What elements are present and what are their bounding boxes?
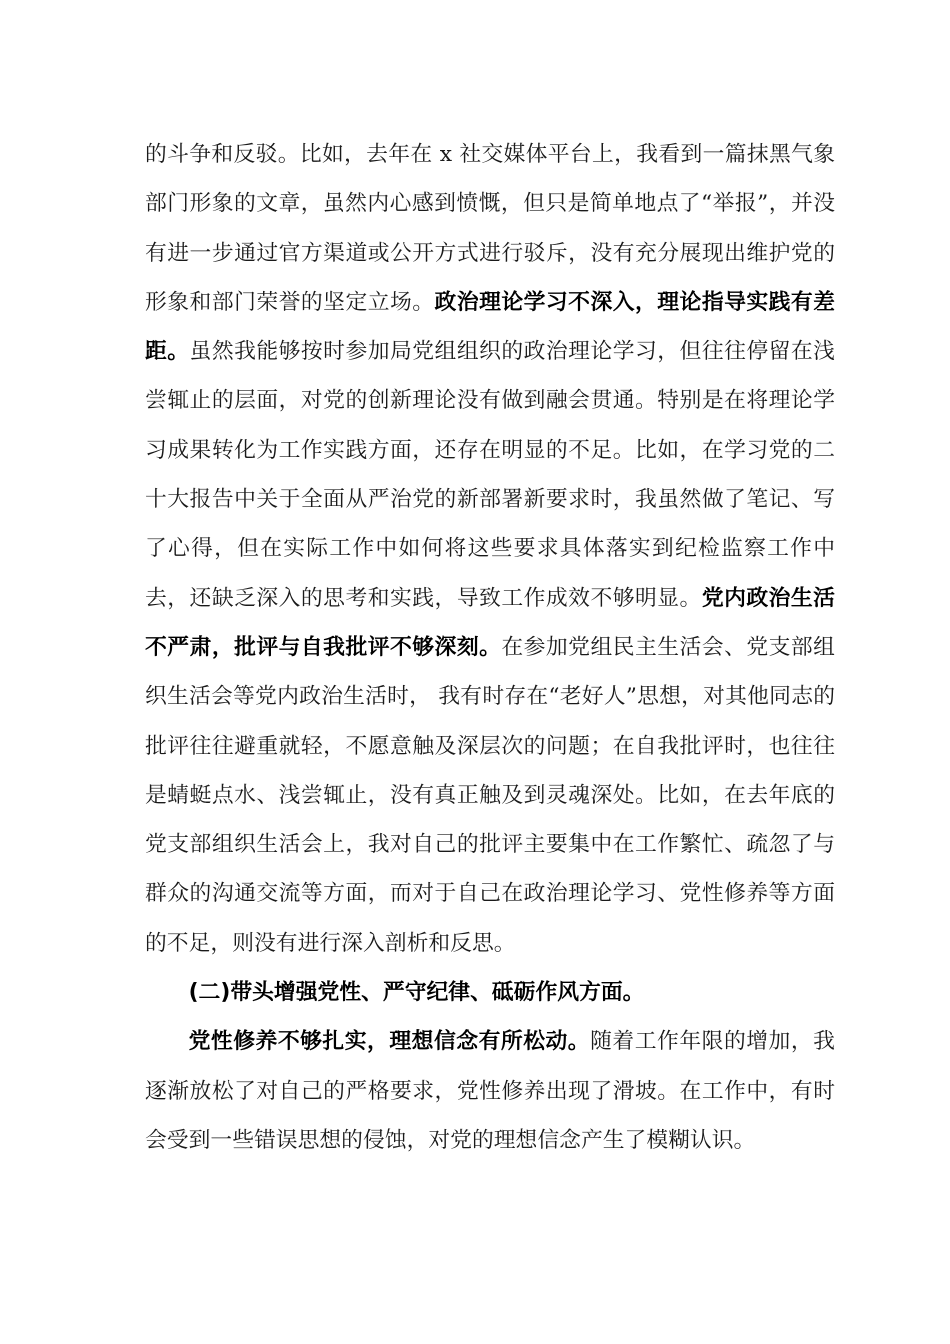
paragraph-party-spirit bbox=[145, 1017, 835, 1165]
document-body bbox=[145, 130, 835, 1165]
bold-heading-party-spirit: 党性修养不够扎实，理想信念有所松动。 bbox=[188, 1029, 591, 1055]
paragraph-text: 虽然我能够按时参加局党组组织的政治理论学习，但往往停留在浅尝辄止的层面，对党的创新理论没有做到融会贯通。特别是在将理论学习成果转化为工作实践方面，还存在明显的不足。比如，在学习党的二十大报告中关于全面从严治党的新部署新要求时，我虽然做了笔记、写了心得，但在实际工作中如何将这些要求具体落实到纪检监察工作中去，还缺乏深入的思考和实践，导致工作成效不够明显。 bbox=[145, 339, 835, 611]
section-heading-2: (二)带头增强党性、严守纪律、砥砺作风方面。 bbox=[188, 980, 645, 1006]
bold-heading-theory-study: 政治理论学习不深入，理论指导实践有差距。 bbox=[145, 289, 835, 365]
paragraph-text: 在参加党组民主生活会、党支部组织生活会等党内政治生活时， 我有时存在“老好人”思想，对其他同志的批评往往避重就轻，不愿意触及深层次的问题；在自我批评时，也往往是蜻蜓点水、浅尝辄止，没有真正触及到灵魂深处。比如，在去年底的党支部组织生活会上，我对自己的批评主要集中在工作繁忙、疏忽了与群众的沟通交流等方面，而对于自己在政治理论学习、党性修养等方面的不足，则没有进行深入剖析和反思。 bbox=[145, 634, 835, 956]
bold-heading-party-life: 党内政治生活不严肃，批评与自我批评不够深刻。 bbox=[145, 585, 835, 660]
paragraph-political-stance bbox=[145, 130, 835, 968]
paragraph-text: 的斗争和反驳。比如，去年在 x 社交媒体平台上，我看到一篇抹黑气象部门形象的文章，虽然内心感到愤慨，但只是简单地点了“举报”，并没有进一步通过官方渠道或公开方式进行驳斥，没有充分展现出维护党的形象和部门荣誉的坚定立场。 bbox=[145, 142, 835, 315]
paragraph-text: 随着工作年限的增加，我逐渐放松了对自己的严格要求，党性修养出现了滑坡。在工作中，有时会受到一些错误思想的侵蚀，对党的理想信念产生了模糊认识。 bbox=[145, 1029, 835, 1153]
